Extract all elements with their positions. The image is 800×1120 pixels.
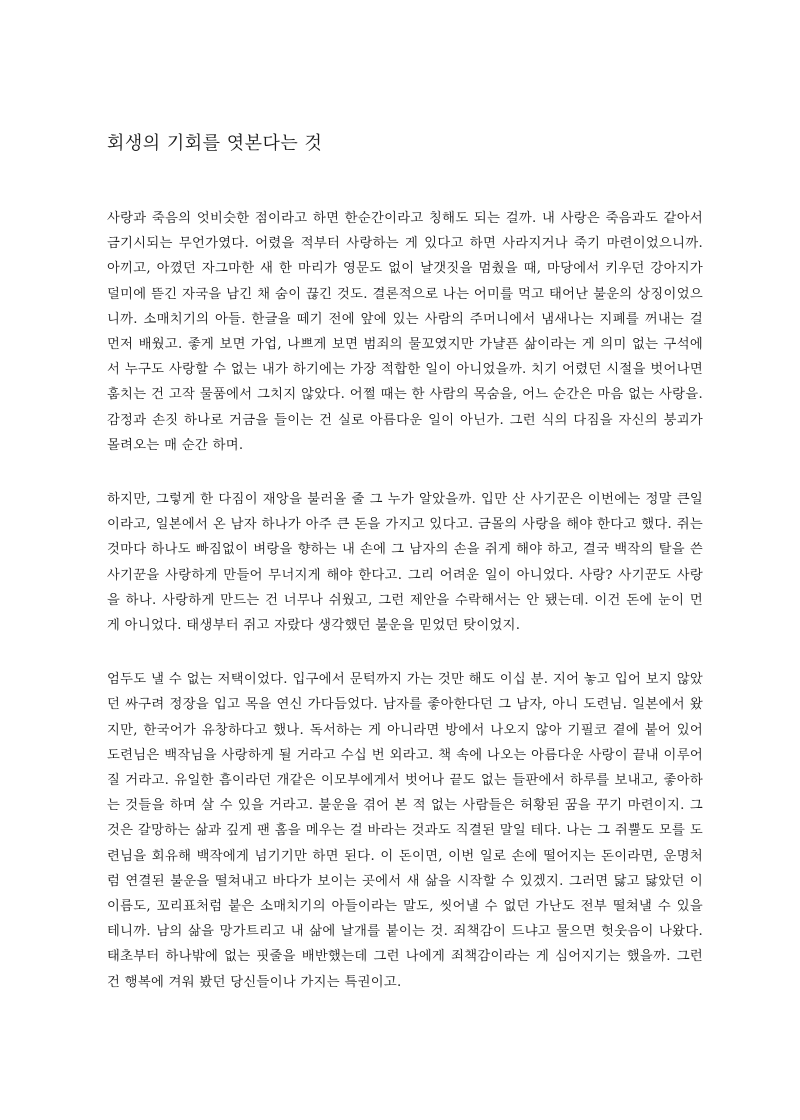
document-title: 회생의 기회를 엿본다는 것 [107, 133, 323, 154]
paragraph-3: 엄두도 낼 수 없는 저택이었다. 입구에서 문턱까지 가는 것만 해도 이십 분. 지어 놓고 입어 보지 않았던 싸구려 정장을 입고 목을 연신 가다듬었다. 남자를 좋아한다던 그 남자, 아니 도련님. 일본에서 왔지만, 한국어가 유창하다고 했나. 독서하는 게 아니라면 방에서 나오지 않아 기필코 곁에 붙어 있어 도련님은 백작님을 사랑하게 될 거라고 수십 번 외라고. 책 속에 나오는 아름다운 사랑이 끝내 이루어질 거라고. 유일한 흠이라던 개같은 이모부에게서 벗어나 끝도 없는 들판에서 하루를 보내고, 좋아하는 것들을 하며 살 수 있을 거라고. 불운을 겪어 본 적 없는 사람들은 허황된 꿈을 꾸기 마련이지. 그것은 갈망하는 삶과 깊게 팬 홈을 메우는 걸 바라는 것과도 직결된 말일 테다. 나는 그 쥐뿔도 모를 도련님을 회유해 백작에게 넘기기만 하면 된다. 이 돈이면, 이번 일로 손에 떨어지는 돈이라면, 운명처럼 연결된 불운을 떨쳐내고 바다가 보이는 곳에서 새 삶을 시작할 수 있겠지. 그러면 닳고 닳았던 이 이름도, 꼬리표처럼 붙은 소매치기의 아들이라는 말도, 씻어낼 수 없던 가난도 전부 떨쳐낼 수 있을 테니까. 남의 삶을 망가트리고 내 삶에 날개를 붙이는 것. 죄책감이 드냐고 물으면 헛웃음이 나왔다. 태초부터 하나밖에 없는 핏줄을 배반했는데 그런 나에게 죄책감이라는 게 심어지기는 했을까. 그런 건 행복에 겨워 봤던 당신들이나 가지는 특권이고. [107, 672, 703, 990]
paragraph-1: 사랑과 죽음의 엇비슷한 점이라고 하면 한순간이라고 칭해도 되는 걸까. 내 사랑은 죽음과도 같아서 금기시되는 무언가였다. 어렸을 적부터 사랑하는 게 있다고 하면 사라지거나 죽기 마련이었으니까. 아끼고, 아꼈던 자그마한 새 한 마리가 영문도 없이 날갯짓을 멈췄을 때, 마당에서 키우던 강아지가 덜미에 뜯긴 자국을 남긴 채 숨이 끊긴 것도. 결론적으로 나는 어미를 먹고 태어난 불운의 상징이었으니까. 소매치기의 아들. 한글을 떼기 전에 앞에 있는 사람의 주머니에서 냄새나는 지폐를 꺼내는 걸 먼저 배웠고. 좋게 보면 가업, 나쁘게 보면 범죄의 물꼬였지만 가냘픈 삶이라는 게 의미 없는 구석에서 누구도 사랑할 수 없는 내가 하기에는 가장 적합한 일이 아니었을까. 치기 어렸던 시절을 벗어나면 훔치는 건 고작 물품에서 그치지 않았다. 어쩔 때는 한 사람의 목숨을, 어느 순간은 마음 없는 사랑을. 감정과 손짓 하나로 거금을 들이는 건 실로 아름다운 일이 아닌가. 그런 식의 다짐을 자신의 붕괴가 몰려오는 매 순간 하며. [107, 211, 703, 453]
document-body [107, 206, 703, 1024]
paragraph-2: 하지만, 그렇게 한 다짐이 재앙을 불러올 줄 그 누가 알았을까. 입만 산 사기꾼은 이번에는 정말 큰일이라고, 일본에서 온 남자 하나가 아주 큰 돈을 가지고 있다고. 금몰의 사랑을 해야 한다고 했다. 쥐는 것마다 하나도 빠짐없이 벼랑을 향하는 내 손에 그 남자의 손을 쥐게 해야 하고, 결국 백작의 탈을 쓴 사기꾼을 사랑하게 만들어 무너지게 해야 한다고. 그리 어려운 일이 아니었다. 사랑? 사기꾼도 사랑을 하나. 사랑하게 만드는 건 너무나 쉬웠고, 그런 제안을 수락해서는 안 됐는데. 이건 돈에 눈이 먼 게 아니었다. 태생부터 쥐고 자랐다 생각했던 불운을 믿었던 탓이었지. [107, 492, 703, 634]
